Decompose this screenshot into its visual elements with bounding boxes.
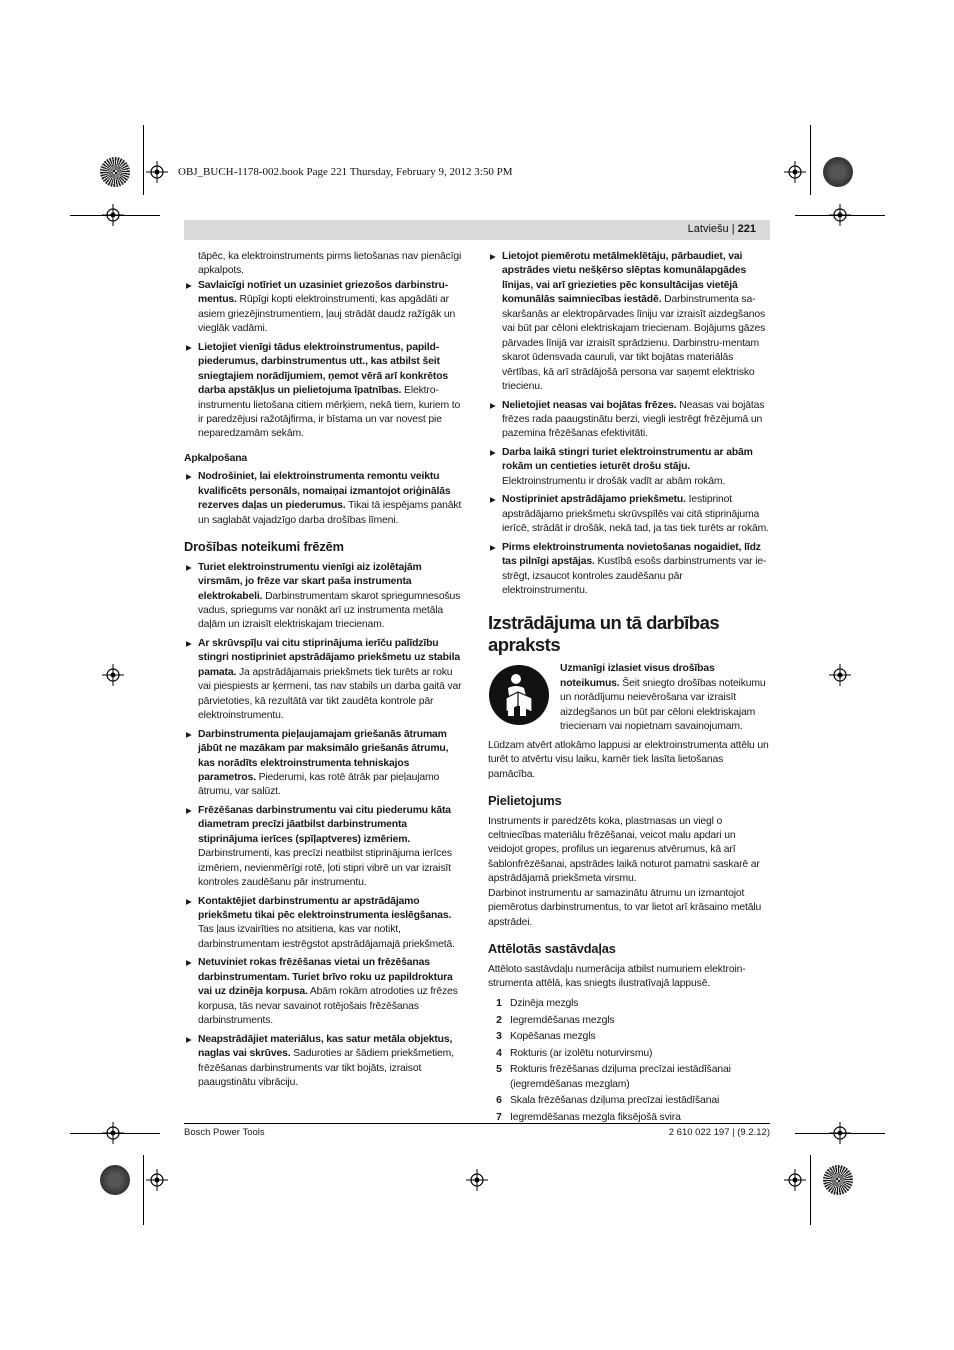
item-number: 4 bbox=[496, 1047, 502, 1059]
list-item bbox=[488, 1094, 770, 1108]
bullet-item bbox=[184, 1033, 466, 1091]
bullet-item bbox=[488, 399, 770, 442]
crop-mark bbox=[143, 125, 144, 195]
list-item bbox=[488, 1014, 770, 1028]
registration-mark-icon bbox=[829, 664, 851, 686]
bullet-text: Tikai tā iespējams panākt un saglabāt vajadzīgo darba drošības līmeni. bbox=[198, 500, 462, 526]
bullet-text: Iestiprinot apstrādājamo priekšmetu skrūvspīlēs vai citā stiprinājuma ierīcē, strādāt ir drošāk, nekā tad, ja tas tiek turēts ar rokām. bbox=[502, 494, 769, 535]
section-heading: Pielietojums bbox=[488, 793, 562, 809]
item-number: 1 bbox=[496, 998, 502, 1010]
footer-rule bbox=[184, 1123, 770, 1124]
registration-mark-icon bbox=[829, 204, 851, 226]
bullet-item bbox=[184, 279, 466, 337]
bullet-item bbox=[184, 341, 466, 442]
section-heading: Apkalpošana bbox=[184, 452, 248, 464]
item-number: 5 bbox=[496, 1064, 502, 1076]
bullet-bold: Netuviniet rokas frēzēšanas vietai un frēzēšanas darbinstrumentam. Turiet brīvo roku uz papildroktura vai uz dzinēja korpusa. bbox=[198, 957, 453, 998]
crop-mark bbox=[810, 125, 811, 195]
color-rosette-icon bbox=[823, 1165, 853, 1195]
item-label: Iegremdēšanas mezgla fiksējošā svira bbox=[510, 1111, 681, 1123]
item-number: 2 bbox=[496, 1014, 502, 1026]
bullet-item bbox=[184, 895, 466, 953]
safety-warning bbox=[488, 662, 770, 734]
registration-mark-icon bbox=[784, 161, 806, 183]
bullet-bold: Lietojiet vienīgi tādus elektroinstrumentus, papild-piederumus, darbinstrumentus utt., kas atbilst šeit sniegtajiem norādījumiem, ņemot vērā arī konkrētos darba apstākļus un pielietojuma īpatnības. bbox=[198, 341, 449, 397]
bullet-text: Saduroties ar šādiem priekšmetiem, frēzēšanas darbinstruments var tikt bojāts, izraisot paaugstinātu vibrāciju. bbox=[198, 1048, 454, 1089]
paragraph: Instruments ir paredzēts koka, plastmasas un viegl o celtniecības materiālu frēzēšanai, veicot malu apdari un veidojot gropes, profilus un iegarenus atvērumus, kā arī šablonfrēzēšanai, apstrādes laikā noturot pamatni saskarē ar apstrādājamā priekšmeta virsmu. bbox=[488, 815, 760, 885]
registration-mark-icon bbox=[102, 204, 124, 226]
bullet-text: Ja apstrādājamais priekšmets tiek turēts ar roku vai piespiests ar ķermeni, tas nav stabils un darba gaitā var pārvietoties, kā rezultātā var tikt zaudēta kontrole pār elektroinstrumentu. bbox=[198, 666, 462, 722]
bullet-text: Elektro-instrumentu lietošana citiem mērķiem, nekā tiem, kuriem to ir paredzējusi ražotājfirma, ir bīstama un var novest pie neparedzamām sekām. bbox=[198, 385, 461, 440]
bullet-item bbox=[184, 956, 466, 1028]
crop-mark bbox=[810, 1155, 811, 1225]
color-rosette-icon bbox=[100, 157, 130, 187]
footer-brand: Bosch Power Tools bbox=[184, 1127, 265, 1138]
section-heading: Attēlotās sastāvdaļas bbox=[488, 941, 616, 957]
registration-mark-icon bbox=[466, 1169, 488, 1191]
bullet-text: Darbinstrumentam skarot spriegumnesošus vadus, spriegums var nonākt arī uz instrumenta metāla daļām un izraisīt elektriskajam triecienam. bbox=[198, 590, 461, 631]
bullet-bold: Savlaicīgi notīriet un uzasiniet griezošos darbinstru-mentus. bbox=[198, 279, 448, 306]
item-number: 6 bbox=[496, 1095, 502, 1107]
bullet-bold: Frēzēšanas darbinstrumentu vai citu piederumu kāta diametram precīzi jāatbilst darbinstrumenta stiprinājuma ierīces (spīļaptveres) izmēriem. bbox=[198, 804, 451, 845]
bullet-bold: Turiet elektroinstrumentu vienīgi aiz izolētajām virsmām, jo frēze var skart paša instrumenta elektrokabeli. bbox=[198, 561, 422, 602]
item-label: Dzinēja mezgls bbox=[510, 998, 579, 1010]
language-label: Latviešu bbox=[687, 223, 729, 235]
list-item bbox=[488, 1047, 770, 1061]
item-label: Rokturis (ar izolētu noturvirsmu) bbox=[510, 1047, 653, 1059]
bullet-text: Piederumi, kas rotē ātrāk par pieļaujamo ātrumu, var salūzt. bbox=[198, 771, 440, 798]
bullet-bold: Nodrošiniet, lai elektroinstrumenta remontu veiktu kvalificēts personāls, nomaiņai izmantojot oriģinālās rezerves daļas un piederumus. bbox=[198, 471, 451, 512]
paragraph: Lūdzam atvērt atlokāmo lappusi ar elektroinstrumenta attēlu un turēt to atvērtu visu laiku, kamēr tiek lasīta lietošanas pamācība. bbox=[488, 739, 769, 780]
bullet-bold: Darbinstrumenta pieļaujamajam griešanās ātrumam jābūt ne mazākam par maksimālo griešanās ātrumu, kas norādīts elektroinstrumenta tehniskajos parametros. bbox=[198, 728, 449, 783]
bullet-text: Darbinstrumenta sa-skaršanās ar elektropārvades līniju var izraisīt aizdegšanos vai būt par cēloni elektriskajam triecienam. Bojājums gāzes pārvades līnijā var izraisīt sprādzienu. Darbinstru-mentam skarot ūdensvada cauruli, var tikt bojātas materiālās vērtības, kā arī strādājošā persona var saņemt elektrisko triecienu. bbox=[502, 294, 766, 393]
bullet-bold: Darba laikā stingri turiet elektroinstrumentu ar abām rokām un centieties ieturēt drošu stāju. bbox=[502, 446, 753, 473]
component-list bbox=[488, 997, 770, 1125]
bullet-item bbox=[184, 561, 466, 633]
registration-mark-icon bbox=[829, 1122, 851, 1144]
page-number: 221 bbox=[737, 223, 756, 235]
crop-mark bbox=[143, 1155, 144, 1225]
registration-mark-icon bbox=[146, 1169, 168, 1191]
item-label: Skala frēzēšanas dziļuma precīzai iestādīšanai bbox=[510, 1095, 720, 1107]
color-patch-icon bbox=[823, 157, 853, 187]
header-language: Latviešu | 221 bbox=[687, 223, 756, 235]
registration-mark-icon bbox=[102, 1122, 124, 1144]
paragraph: Attēloto sastāvdaļu numerācija atbilst numuriem elektroin-strumenta attēlā, kas sniegts ilustratīvajā lappusē. bbox=[488, 963, 746, 990]
read-manual-icon bbox=[488, 664, 550, 726]
registration-mark-icon bbox=[784, 1169, 806, 1191]
bullet-text: Tas ļaus izvairīties no atsitiena, kas var notikt, darbinstrumentam iestrēgstot apstrādājamajā priekšmetā. bbox=[198, 924, 455, 950]
left-column bbox=[184, 250, 466, 1094]
registration-mark-icon bbox=[102, 664, 124, 686]
warning-body: Šeit sniegto drošības noteikumu un norādījumu neievērošana var izraisīt aizdegšanos un būt par cēloni elektriskajam triecienam vai nopietnam savainojumam. bbox=[560, 677, 766, 733]
item-number: 7 bbox=[496, 1111, 502, 1123]
footer-doc-number: 2 610 022 197 | (9.2.12) bbox=[668, 1127, 770, 1138]
bullet-item bbox=[184, 637, 466, 724]
bullet-bold: Nelietojiet neasas vai bojātas frēzes. bbox=[502, 399, 677, 411]
bullet-bold: Nostipriniet apstrādājamo priekšmetu. bbox=[502, 494, 686, 506]
bullet-item bbox=[488, 446, 770, 489]
bullet-bold: Ar skrūvspīļu vai citu stiprinājuma ierīču palīdzību stingri nostipriniet apstrādājamo priekšmetu uz stabila pamata. bbox=[198, 637, 460, 678]
item-label: Rokturis frēzēšanas dziļuma precīzai iestādīšanai (iegremdēšanas mezglam) bbox=[510, 1064, 731, 1090]
bullet-text: Abām rokām atrodoties uz frēzes korpusa, tās nevar savainot rotējošais frēzēšanas darbinstruments. bbox=[198, 986, 458, 1027]
list-item bbox=[488, 1030, 770, 1044]
paragraph: Darbinot instrumentu ar samazinātu ātrumu un izmantojot piemērotus darbinstrumentus, to var lietot arī krāsaino metālu apstrādei. bbox=[488, 887, 762, 928]
bullet-text: Neasas vai bojātas frēzes rada paaugstinātu berzi, viegli iestrēgt frēzējumā un pazemina frēzēšanas efektivitāti. bbox=[502, 399, 765, 440]
bullet-item bbox=[488, 541, 770, 599]
bullet-item bbox=[488, 250, 770, 395]
bullet-text: Darbinstrumenti, kas precīzi neatbilst stiprinājuma ierīces izmēriem, nevienmērīgi rotē, ļoti stipri vibrē un var izraisīt kontroles zaudēšanu pār instrumentu. bbox=[198, 848, 452, 889]
list-item bbox=[488, 997, 770, 1011]
registration-mark-icon bbox=[146, 161, 168, 183]
item-number: 3 bbox=[496, 1031, 502, 1043]
item-label: Iegremdēšanas mezgls bbox=[510, 1014, 615, 1026]
warning-bold: Uzmanīgi izlasiet visus drošības noteikumus. bbox=[560, 663, 715, 689]
bullet-item bbox=[184, 728, 466, 800]
bullet-text: Elektroinstrumentu ir drošāk vadīt ar abām rokām. bbox=[502, 475, 726, 487]
list-item bbox=[488, 1063, 770, 1092]
bullet-bold: Neapstrādājiet materiālus, kas satur metāla objektus, naglas vai skrūves. bbox=[198, 1033, 453, 1060]
bullet-bold: Pirms elektroinstrumenta novietošanas nogaidiet, līdz tas pilnīgi apstājas. bbox=[502, 541, 761, 568]
bullet-item bbox=[184, 470, 466, 528]
page-header bbox=[184, 220, 770, 240]
paragraph: tāpēc, ka elektroinstruments pirms lietošanas nav pienācīgi apkalpots. bbox=[198, 251, 462, 277]
file-slug: OBJ_BUCH-1178-002.book Page 221 Thursday, February 9, 2012 3:50 PM bbox=[178, 166, 513, 178]
bullet-item bbox=[184, 804, 466, 891]
bullet-text: Rūpīgi kopti elektroinstrumenti, kas apgādāti ar asiem griezējinstrumentiem, ļauj strādāt daudz ražīgāk un vieglāk vadāmi. bbox=[198, 294, 456, 335]
item-label: Kopēšanas mezgls bbox=[510, 1031, 596, 1043]
warning-text bbox=[560, 662, 770, 734]
bullet-text: Kustībā esošs darbinstruments var ie-strēgt, izsaucot kontroles zaudēšanu pār elektroinstrumentu. bbox=[502, 556, 767, 596]
right-column bbox=[488, 250, 770, 1127]
main-heading: Izstrādājuma un tā darbības apraksts bbox=[488, 612, 720, 656]
color-patch-icon bbox=[100, 1165, 130, 1195]
section-heading: Drošības noteikumi frēzēm bbox=[184, 539, 344, 555]
bullet-item bbox=[488, 493, 770, 536]
bullet-bold: Lietojot piemērotu metālmeklētāju, pārbaudiet, vai apstrādes vietu nešķērso slēptas komunālapgādes līnijas, vai arī griezieties pēc konsultācijas vietējā komunālās saimniecības iestādē. bbox=[502, 251, 747, 306]
bullet-bold: Kontaktējiet darbinstrumentu ar apstrādājamo priekšmetu tikai pēc elektroinstrumenta ieslēgšanas. bbox=[198, 895, 452, 922]
